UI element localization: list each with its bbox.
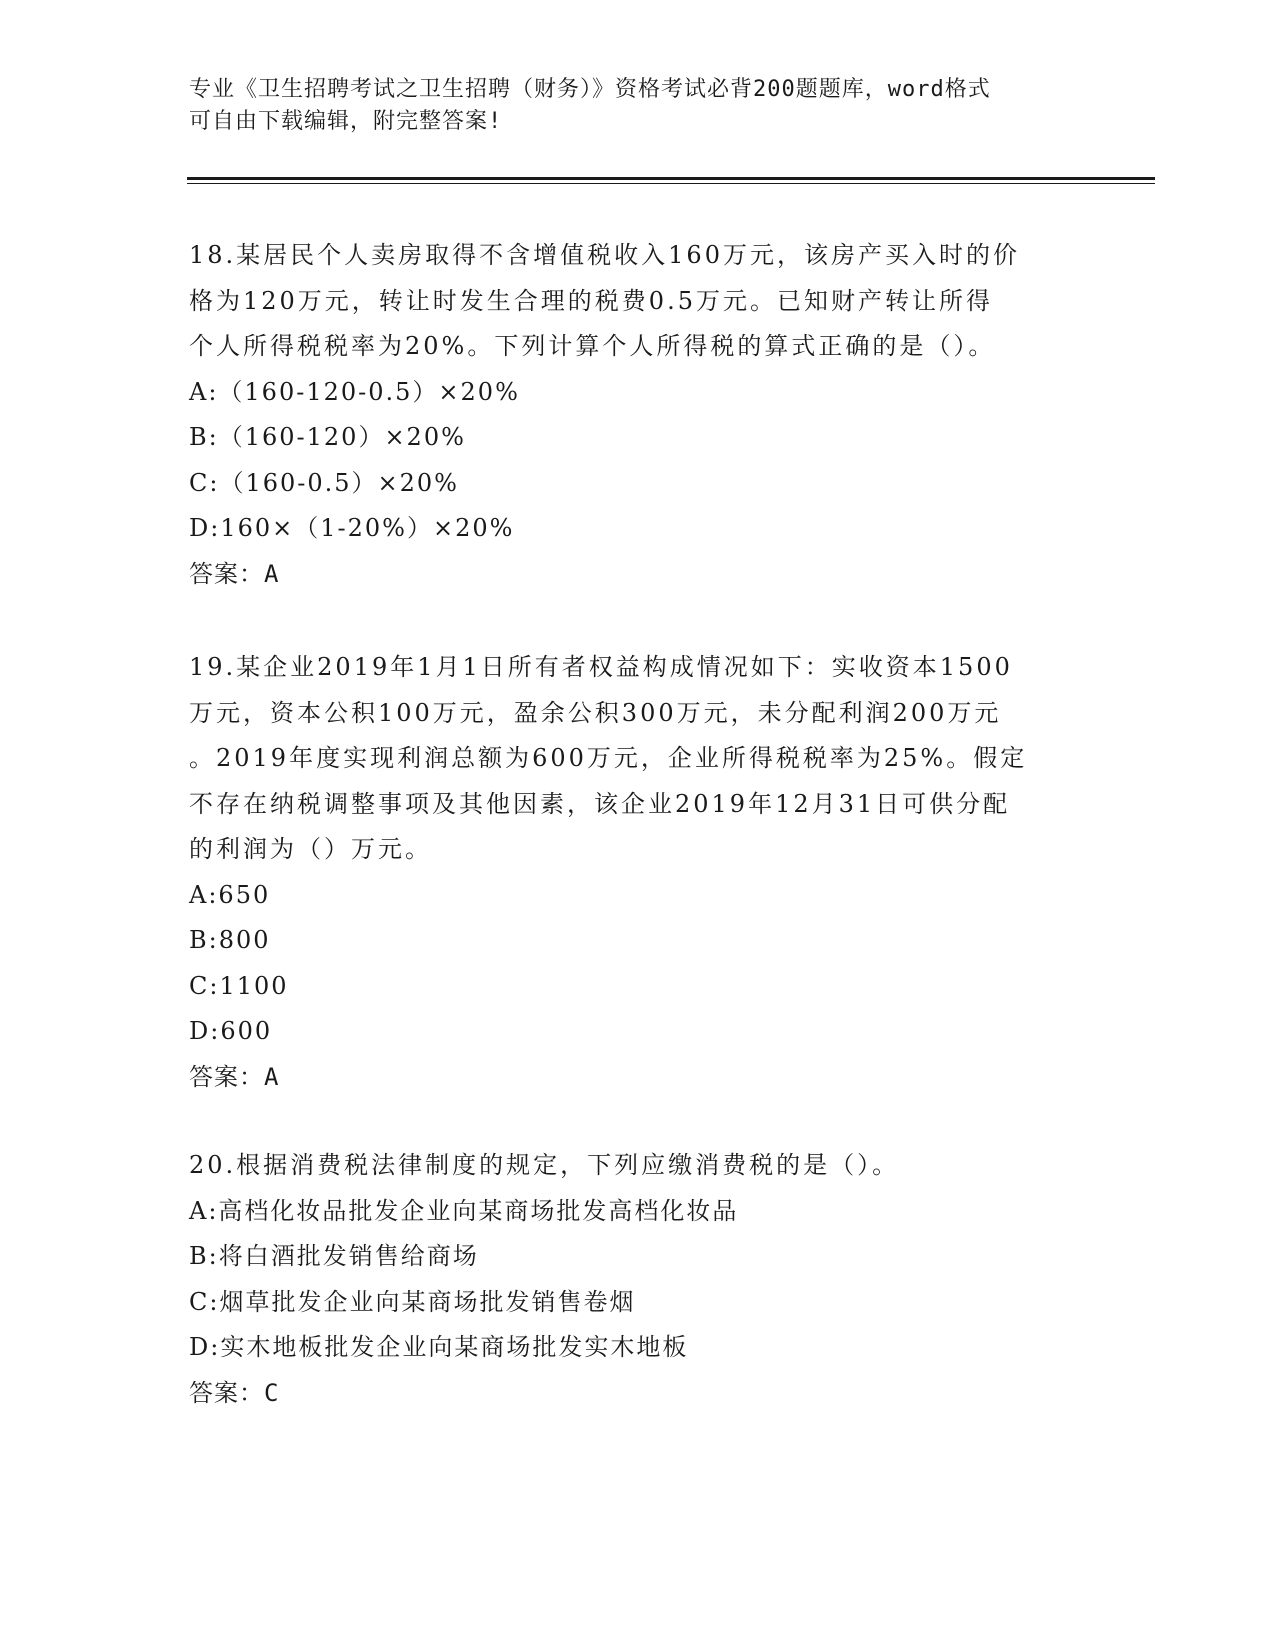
document-header (189, 74, 1089, 138)
header-line-2: 可自由下载编辑，附完整答案! (189, 109, 503, 134)
question-stem-line: 格为120万元，转让时发生合理的税费0.5万元。已知财产转让所得 (189, 286, 993, 315)
option-b: B:（160-120）×20% (189, 423, 466, 451)
option-c: C:烟草批发企业向某商场批发销售卷烟 (189, 1287, 636, 1316)
question-stem-line: 18.某居民个人卖房取得不含增值税收入160万元，该房产买入时的价 (189, 241, 1020, 269)
option-c: C:（160-0.5）×20% (189, 468, 459, 497)
option-a: A:（160-120-0.5）×20% (189, 377, 520, 406)
header-divider-thick (187, 177, 1155, 180)
question-stem-line: 20.根据消费税法律制度的规定，下列应缴消费税的是（）。 (189, 1151, 900, 1179)
question-19 (189, 645, 1089, 1100)
question-stem-line: 。2019年度实现利润总额为600万元，企业所得税税率为25%。假定 (189, 744, 1028, 772)
question-stem-line: 个人所得税税率为20%。下列计算个人所得税的算式正确的是（）。 (189, 332, 996, 360)
answer-line: 答案：C (189, 1378, 280, 1407)
question-stem-line: 万元，资本公积100万元，盈余公积300万元，未分配利润200万元 (189, 698, 1002, 727)
option-b: B:800 (189, 926, 271, 954)
question-stem-line: 的利润为（）万元。 (189, 835, 432, 863)
option-d: D:实木地板批发企业向某商场批发实木地板 (189, 1333, 689, 1361)
option-a: A:650 (189, 880, 271, 909)
option-d: D:160×（1-20%）×20% (189, 514, 515, 542)
question-stem-line: 不存在纳税调整事项及其他因素，该企业2019年12月31日可供分配 (189, 789, 1011, 818)
answer-line: 答案：A (189, 1062, 280, 1091)
option-c: C:1100 (189, 971, 289, 1000)
header-divider-thin (187, 183, 1155, 184)
question-stem-line: 19.某企业2019年1月1日所有者权益构成情况如下：实收资本1500 (189, 653, 1013, 681)
option-a: A:高档化妆品批发企业向某商场批发高档化妆品 (189, 1196, 739, 1225)
answer-line: 答案：A (189, 559, 280, 588)
question-18 (189, 233, 1089, 597)
option-b: B:将白酒批发销售给商场 (189, 1242, 479, 1270)
option-d: D:600 (189, 1017, 273, 1045)
header-line-1: 专业《卫生招聘考试之卫生招聘（财务）》资格考试必背200题题库，word格式 (189, 77, 991, 102)
question-20 (189, 1143, 1089, 1416)
